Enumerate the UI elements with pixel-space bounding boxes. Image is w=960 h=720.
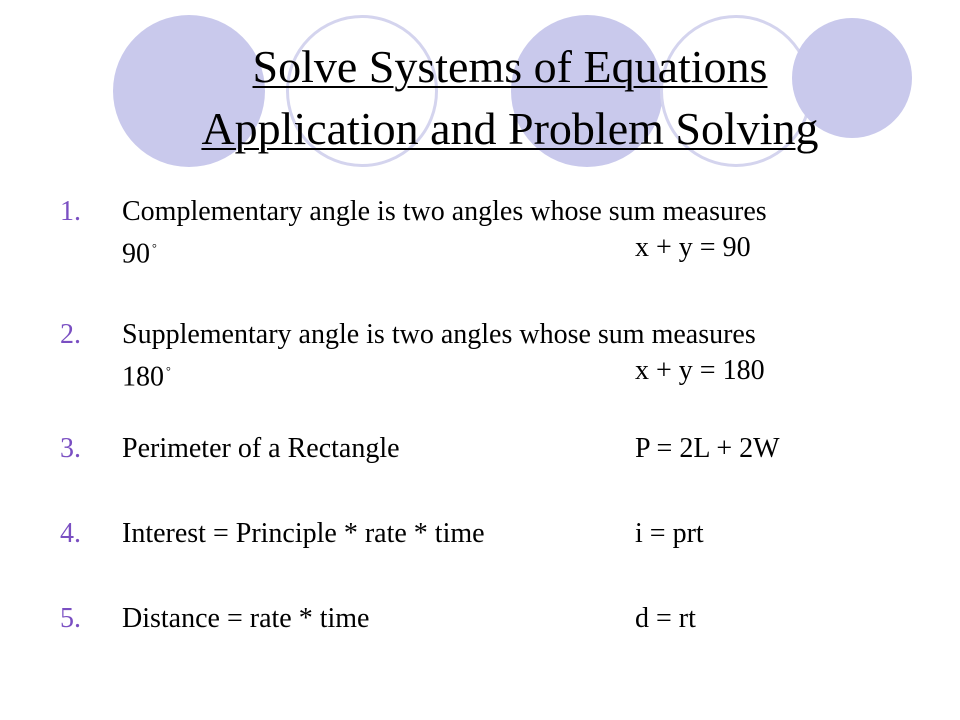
item-formula: d = rt xyxy=(635,603,696,634)
item-number: 5. xyxy=(60,603,81,634)
item-value-line xyxy=(122,353,171,395)
item-number: 2. xyxy=(60,319,81,350)
item-value: 90 xyxy=(122,238,150,270)
item-text: Complementary angle is two angles whose sum measures xyxy=(122,196,767,227)
title-line-1: Solve Systems of Equations xyxy=(252,41,768,92)
item-value-line xyxy=(122,230,157,272)
item-number: 1. xyxy=(60,196,81,227)
slide-title xyxy=(60,36,960,160)
item-number: 4. xyxy=(60,518,81,549)
item-value: 180 xyxy=(122,361,164,393)
item-text: Supplementary angle is two angles whose sum measures xyxy=(122,319,756,350)
item-text: Distance = rate * time xyxy=(122,603,370,634)
item-text: Interest = Principle * rate * time xyxy=(122,518,485,549)
item-number: 3. xyxy=(60,433,81,464)
title-line-2: Application and Problem Solving xyxy=(201,103,819,154)
degree-symbol: ° xyxy=(152,241,157,255)
item-formula: x + y = 180 xyxy=(635,355,765,386)
item-text: Perimeter of a Rectangle xyxy=(122,433,400,464)
item-formula: x + y = 90 xyxy=(635,232,751,263)
item-formula: P = 2L + 2W xyxy=(635,433,780,464)
item-formula: i = prt xyxy=(635,518,704,549)
degree-symbol: ° xyxy=(166,364,171,378)
